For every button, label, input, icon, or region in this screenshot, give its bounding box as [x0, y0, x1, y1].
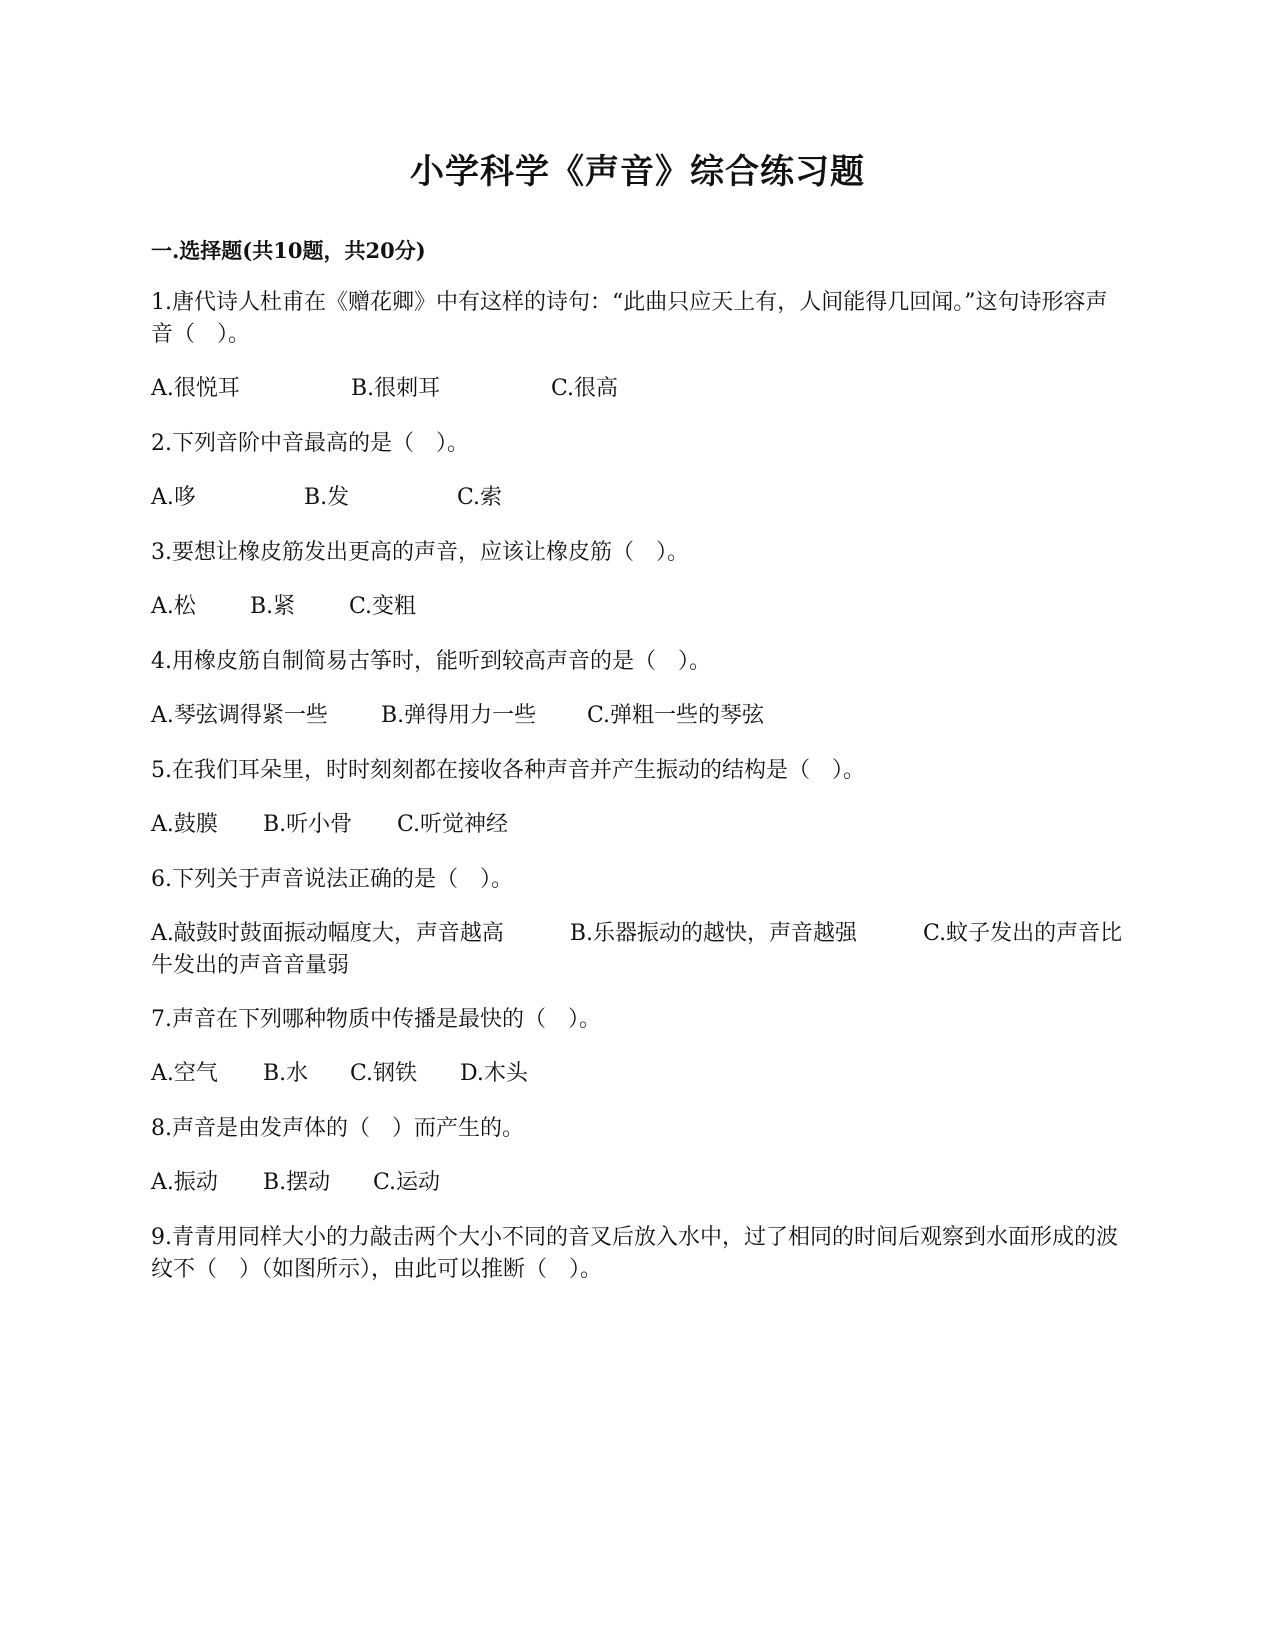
question-9: 9.青青用同样大小的力敲击两个大小不同的音叉后放入水中，过了相同的时间后观察到水面形成的波纹不（ ）（如图所示），由此可以推断（ ）。 — [151, 1225, 1118, 1282]
option-c: C.运动 — [373, 1170, 441, 1195]
option-c: C.钢铁 — [350, 1061, 418, 1086]
question-3: 3.要想让橡皮筋发出更高的声音，应该让橡皮筋（ ）。 — [151, 540, 689, 565]
question-1: 1.唐代诗人杜甫在《赠花卿》中有这样的诗句：“此曲只应天上有，人间能得几回闻。”这句诗形容声音（ ）。 — [151, 290, 1108, 347]
option-a: A.琴弦调得紧一些 — [151, 703, 328, 728]
option-b: B.弹得用力一些 — [381, 703, 537, 728]
option-b: B.水 — [263, 1061, 309, 1086]
option-b: B.很刺耳 — [351, 376, 441, 401]
option-a: A.空气 — [151, 1061, 218, 1086]
section-heading: 一.选择题(共10题，共20分) — [151, 238, 426, 263]
option-a: A.很悦耳 — [151, 376, 240, 401]
page-title: 小学科学《声音》综合练习题 — [410, 152, 865, 192]
option-a: A.哆 — [151, 485, 196, 510]
option-c: C.弹粗一些的琴弦 — [587, 703, 765, 728]
question-7: 7.声音在下列哪种物质中传播是最快的（ ）。 — [151, 1007, 601, 1032]
option-c: C.很高 — [551, 376, 619, 401]
option-c: C.变粗 — [349, 594, 417, 619]
option-a: A.松 — [151, 594, 196, 619]
option-c: C.索 — [457, 485, 503, 510]
option-b: B.摆动 — [263, 1170, 331, 1195]
option-b: B.发 — [304, 485, 350, 510]
question-6: 6.下列关于声音说法正确的是（ ）。 — [151, 867, 513, 892]
option-c: C.听觉神经 — [397, 812, 509, 837]
question-8: 8.声音是由发声体的（ ）而产生的。 — [151, 1116, 524, 1141]
question-5: 5.在我们耳朵里，时时刻刻都在接收各种声音并产生振动的结构是（ ）。 — [151, 758, 865, 783]
question-4: 4.用橡皮筋自制简易古筝时，能听到较高声音的是（ ）。 — [151, 649, 711, 674]
option-d: D.木头 — [460, 1061, 528, 1086]
question-2: 2.下列音阶中音最高的是（ ）。 — [151, 431, 469, 456]
option-b: B.听小骨 — [263, 812, 353, 837]
question-6-options: A.敲鼓时鼓面振动幅度大，声音越高 B.乐器振动的越快，声音越强 C.蚊子发出的声音比牛发出的声音音量弱 — [151, 921, 1123, 978]
option-a: A.振动 — [151, 1170, 218, 1195]
option-a: A.鼓膜 — [151, 812, 218, 837]
option-b: B.紧 — [250, 594, 296, 619]
